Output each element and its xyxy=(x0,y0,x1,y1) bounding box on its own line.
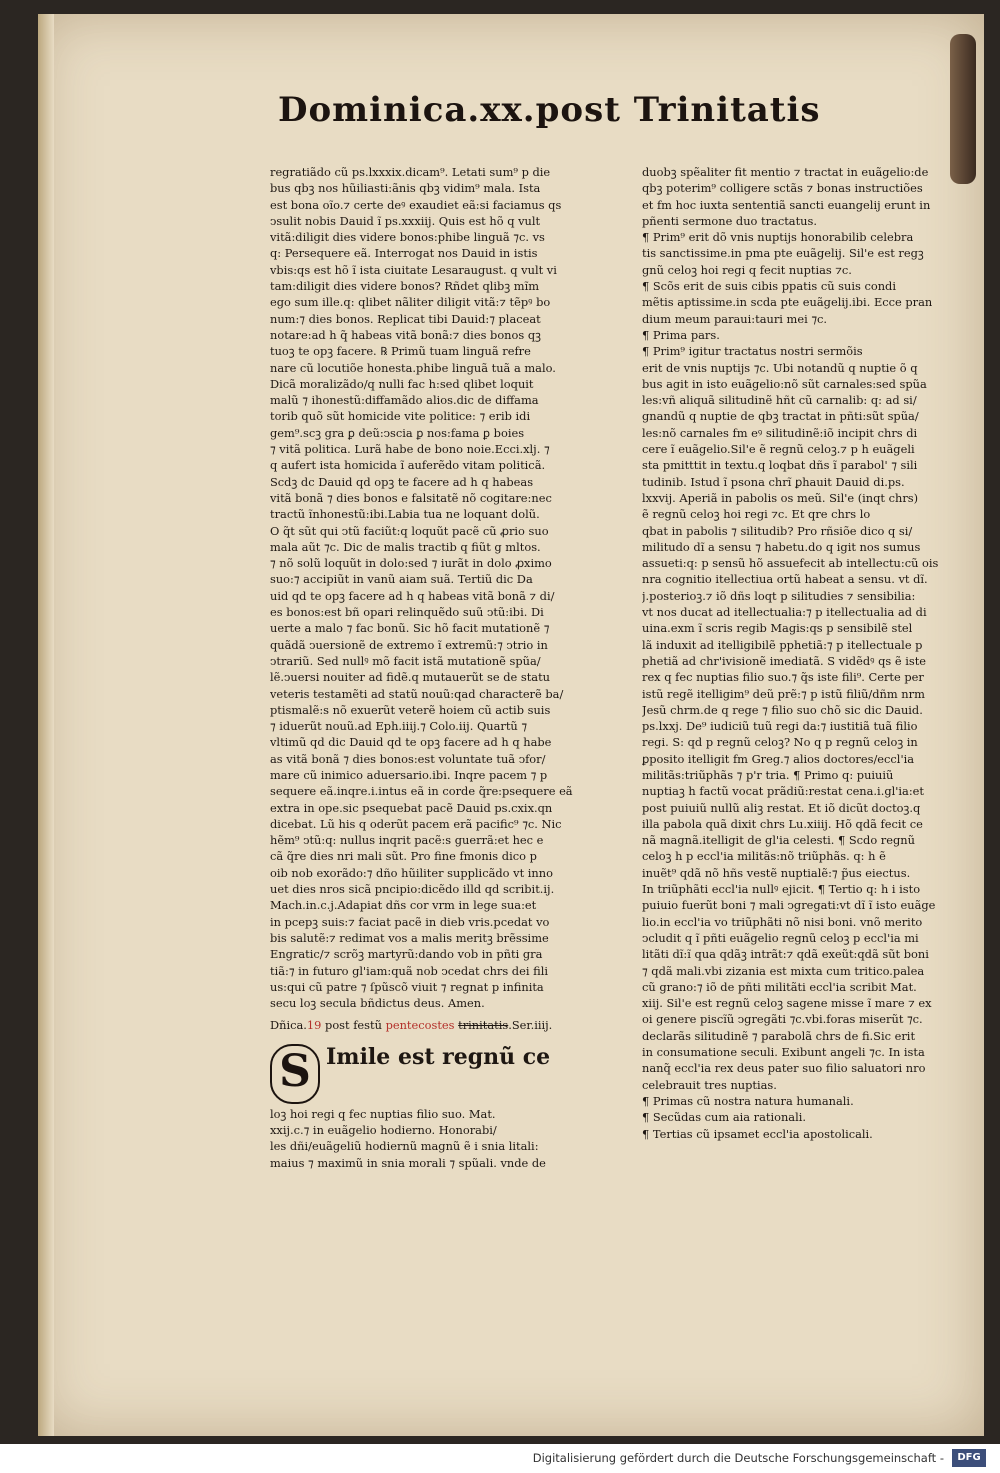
text-line: bus qbꝫ nos hũiliasti:ãnis qbꝫ vidim⁹ mala. Ista xyxy=(270,181,541,196)
left-column-lines xyxy=(270,164,626,1011)
text-line: les dñi/euãgeliũ hodiernũ magnũ ẽ i snia litali: xyxy=(270,1139,539,1154)
text-line: rex q fec nuptias filio suo.⁊ q̃s iste fili⁹. Certe per xyxy=(642,670,924,685)
text-line: bus agit in isto euãgelio:nõ sũt carnales:sed spũa xyxy=(642,376,927,391)
text-line: num:⁊ dies bonos. Replicat tibi Dauid:⁊ placeat xyxy=(270,311,541,326)
text-line: es bonos:est bñ opari relinquẽdo suũ ↄtũ:ibi. Di xyxy=(270,605,544,620)
text-line: tractũ ĩnhonestũ:ibi.Labia tua ne loquant dolũ. xyxy=(270,507,540,522)
text-line: tam:diligit dies videre bonos? Rñdet qlibꝫ mĩm xyxy=(270,279,540,294)
text-line: dium meum paraui:tauri mei ⁊c. xyxy=(642,311,828,326)
text-line: illa pabola quã dixit chrs Lu.xiiij. Hõ qdã fecit ce xyxy=(642,816,923,831)
text-line: puiuio fuerũt boni ⁊ mali ↄgregati:vt dĩ ĩ isto euãge xyxy=(642,898,936,913)
text-line: vbis:qs est hõ ĩ ista ciuitate Lesaraugust. q vult vi xyxy=(270,262,557,277)
left-text-column xyxy=(270,164,626,1171)
text-line: ego sum ille.q: qlibet nãliter diligit vitã:⁊ tẽpꝰ bo xyxy=(270,295,551,310)
text-line: vitã bonã ⁊ dies bonos e falsitatẽ nõ cogitare:nec xyxy=(270,490,552,505)
text-line: uerte a malo ⁊ fac bonũ. Sic hõ facit mutationẽ ⁊ xyxy=(270,621,550,636)
text-line: In triũphãti eccl'ia nullꝰ ejicit. ¶ Tertio q: h i isto xyxy=(642,882,921,897)
text-line: pñenti sermone duo tractatus. xyxy=(642,213,817,228)
text-line: ¶ Prim⁹ erit dõ vnis nuptijs honorabilib celebra xyxy=(642,230,914,245)
text-line: ⁊ vitã politica. Lurã habe de bono noie.Ecci.xlj. ⁊ xyxy=(270,442,550,457)
text-line: nare cũ locutiõe honesta.phibe linguã tuã a malo. xyxy=(270,360,556,375)
text-line: in consumatione seculi. Exibunt angeli ⁊c. In ista xyxy=(642,1045,925,1060)
text-line: sta pmitttit in textu.q loqbat dñs ĩ parabol' ⁊ sili xyxy=(642,458,918,473)
text-line: Mach.in.c.j.Adapiat dñs cor vrm in lege sua:et xyxy=(270,898,537,913)
text-line: xiij. Sil'e est regnũ celoꝫ sagene misse ĩ mare ⁊ ex xyxy=(642,996,932,1011)
text-line: nanq̃ eccl'ia rex deus pater suo filio saluatori nro xyxy=(642,1061,926,1076)
text-line: regi. S: qd p regnũ celoꝫ? No q p regnũ celoꝫ in xyxy=(642,735,918,750)
right-text-column xyxy=(642,164,998,1142)
text-line: lã induxit ad itelligibilẽ pphetiã:⁊ p itellectuale p xyxy=(642,637,923,652)
text-line: hẽm⁹ ↄtũ:q: nullus inqrit pacẽ:s guerrã:et hec e xyxy=(270,833,544,848)
text-line: veteris testamẽti ad statũ nouũ:qad characterẽ ba/ xyxy=(270,686,564,701)
left-column-end-lines xyxy=(270,1106,626,1171)
sermon-incipit xyxy=(270,1044,626,1106)
text-line: as vitã bonã ⁊ dies bonos:est voluntate tuã ↄfor/ xyxy=(270,751,546,766)
text-line: qbat in pabolis ⁊ silitudib? Pro rñsiõe dico q si/ xyxy=(642,523,913,538)
text-line: duobꝫ spẽaliter fit mentio ⁊ tractat in euãgelio:de xyxy=(642,165,929,179)
text-line: secu loꝫ secula bñdictus deus. Amen. xyxy=(270,996,485,1011)
text-line: nã magnã.itelligit de gl'ia celesti. ¶ Scdo regnũ xyxy=(642,833,915,848)
text-line: regratiãdo cũ ps.lxxxix.dicam⁹. Letati sum⁹ p die xyxy=(270,165,551,179)
rubric-corrected-number: 19 xyxy=(306,1018,322,1033)
text-line: ↄsulit nobis Dauid ĩ ps.xxxiij. Quis est hõ q vult xyxy=(270,213,541,228)
text-line: q aufert ista homicida ĩ auferẽdo vitam politicã. xyxy=(270,458,546,473)
book-page xyxy=(38,14,984,1436)
text-line: torib quõ sũt homicide vite politice: ⁊ erib idi xyxy=(270,409,531,424)
text-line: gnandũ q nuptie de qbꝫ tractat in pñti:sũt spũa/ xyxy=(642,409,919,424)
text-line: ⁊ nõ solũ loquũt in dolo:sed ⁊ iurãt in dolo ꝓximo xyxy=(270,556,552,571)
text-line: ↄtrariũ. Sed nullꝰ mõ facit istã mutationẽ spũa/ xyxy=(270,653,541,668)
text-line: tis sanctissime.in pma pte euãgelij. Sil'e est regꝫ xyxy=(642,246,924,261)
text-line: mala aũt ⁊c. Dic de malis tractib q fiũt g mltos. xyxy=(270,539,541,554)
text-line: in pcepꝫ suis:⁊ faciat pacẽ in dieb vris.pcedat vo xyxy=(270,914,550,929)
text-line: les:vñ aliquã silitudinẽ hñt cũ carnalib: q: ad si/ xyxy=(642,393,917,408)
text-line: ¶ Prim⁹ igitur tractatus nostri sermõis xyxy=(642,344,863,359)
text-line: les:nõ carnales fm eꝰ silitudinẽ:iõ incipit chrs di xyxy=(642,425,918,440)
text-line: cã q̃re dies nri mali sũt. Pro fine fmonis dico p xyxy=(270,849,537,864)
page-header-title: Dominica.xx.post Trinitatis xyxy=(278,90,821,130)
text-line: tiã:⁊ in futuro gl'iam:quã nob ↄcedat chrs dei fili xyxy=(270,963,548,978)
text-line: est bona oĩo.⁊ certe deꝰ exaudiet eã:si faciamus qs xyxy=(270,197,562,212)
page-edge-shadow xyxy=(950,34,976,184)
text-line: uina.exm ĩ scris regib Magis:qs p sensibilẽ stel xyxy=(642,621,913,636)
text-line: ꝑposito itelligit fm Greg.⁊ alios doctores/eccl'ia xyxy=(642,751,915,766)
text-line: bis salutẽ:⁊ redimat vos a malis meritꝫ brẽssime xyxy=(270,930,549,945)
text-line: phetiã ad chr'ivisionẽ imediatã. S vidẽdꝰ qs ẽ iste xyxy=(642,653,927,668)
text-line: j.posterioꝫ.⁊ iõ dñs loqt p silitudies ⁊ sensibilia: xyxy=(642,588,916,603)
text-line: malũ ⁊ ihonestũ:diffamãdo alios.dic de diffama xyxy=(270,393,539,408)
text-line: ¶ Prima pars. xyxy=(642,327,720,342)
dfg-logo: DFG xyxy=(952,1449,986,1467)
text-line: celebrauit tres nuptias. xyxy=(642,1077,777,1092)
text-line: erit de vnis nuptijs ⁊c. Ubi notandũ q nuptie õ q xyxy=(642,360,918,375)
text-line: Engratic/⁊ scrõꝫ martyrũ:dando vob in pñti gra xyxy=(270,947,543,962)
text-line: dicebat. Lũ his q oderũt pacem erã pacific⁹ ⁊c. Nic xyxy=(270,816,562,831)
text-line: cũ grano:⁊ iõ de pñti militãti eccl'ia scribit Mat. xyxy=(642,979,917,994)
text-line: lẽ.ↄuersi nouiter ad fidẽ.q mutauerũt se de statu xyxy=(270,670,550,685)
text-line: gnũ celoꝫ hoi regi q fecit nuptias ⁊c. xyxy=(642,262,852,277)
text-line: tudinib. Istud ĩ psona chrĩ ꝑhauit Dauid di.ps. xyxy=(642,474,905,489)
digitization-footer xyxy=(0,1444,1000,1473)
text-line: mare cũ inimico aduersario.ibi. Inqre pacem ⁊ p xyxy=(270,767,548,782)
text-line: notare:ad h q̃ habeas vitã bonã:⁊ dies bonos qꝫ xyxy=(270,327,541,342)
text-line: gem⁹.scꝫ gra ꝑ deũ:ↄscia ꝑ nos:fama ꝑ boies xyxy=(270,425,525,440)
text-line: ¶ Primas cũ nostra natura humanali. xyxy=(642,1093,854,1108)
text-line: et fm hoc iuxta sententiã sancti euangelij erunt in xyxy=(642,197,931,212)
text-line: vt nos ducat ad itellectualia:⁊ p itellectualia ad di xyxy=(642,605,927,620)
text-line: Scdꝫ dc Dauid qd opꝫ te facere ad h q habeas xyxy=(270,474,534,489)
text-line: ↄcludit q ĩ pñti euãgelio regnũ celoꝫ p eccl'ia mi xyxy=(642,930,919,945)
text-line: suo:⁊ accipiũt in vanũ aiam suã. Tertiũ dic Da xyxy=(270,572,533,587)
text-line: lxxvij. Aperiã in pabolis os meũ. Sil'e (inqt chrs) xyxy=(642,490,919,505)
text-line: ¶ Scõs erit de suis cibis ppatis cũ suis condi xyxy=(642,279,896,294)
text-line: nra cognitio itellectiua ortũ habeat a sensu. vt dĩ. xyxy=(642,572,928,587)
text-line: ¶ Secũdas cum aia rationali. xyxy=(642,1110,807,1125)
text-line: sequere eã.inqre.i.intus eã in corde q̃re:psequere eã xyxy=(270,784,573,799)
text-line: Jesũ chrm.de q rege ⁊ filio suo chõ sic dic Dauid. xyxy=(642,702,923,717)
text-line: us:qui cũ patre ⁊ ſpũscõ viuit ⁊ regnat p infinita xyxy=(270,979,544,994)
text-line: militãs:triũphãs ⁊ p'r tria. ¶ Primo q: puiuiũ xyxy=(642,767,894,782)
text-line: lio.in eccl'ia vo triũphãti nõ nisi boni. vnõ merito xyxy=(642,914,923,929)
text-line: post puiuiũ nullũ aliꝫ restat. Et iõ dicũt doctoꝫ.q xyxy=(642,800,921,815)
text-line: celoꝫ h p eccl'ia militãs:nõ triũphãs. q: h ẽ xyxy=(642,849,886,864)
text-line: inuẽt⁹ qdã nõ hñs vestẽ nuptialẽ:⁊ p̃us eiectus. xyxy=(642,865,911,880)
rubric-middle: post festũ xyxy=(321,1018,386,1033)
text-line: oib nob exorãdo:⁊ dño hũiliter supplicãdo vt inno xyxy=(270,865,553,880)
rubric-suffix: .Ser.iiij. xyxy=(508,1018,553,1033)
text-line: ¶ Tertias cũ ipsamet eccl'ia apostolicali. xyxy=(642,1126,873,1141)
text-line: nuptiaꝫ h factũ vocat prãdiũ:restat cena.i.gl'ia:et xyxy=(642,784,924,799)
text-line: uet dies nros sicã pncipio:dicẽdo illd qd scribit.ij. xyxy=(270,882,555,897)
text-line: xxij.c.⁊ in euãgelio hodierno. Honorabi/ xyxy=(270,1123,497,1138)
text-line: declarãs silitudinẽ ⁊ parabolã chrs de fi.Sic erit xyxy=(642,1028,916,1043)
page-gutter xyxy=(38,14,54,1436)
text-line: tuoꝫ te opꝫ facere. ℞ Primũ tuam linguã refre xyxy=(270,344,531,359)
rubric-corrected-word: pentecostes xyxy=(385,1018,455,1033)
text-line: vltimũ qd dic Dauid qd te opꝫ facere ad h q habe xyxy=(270,735,552,750)
text-line: cere ĩ euãgelio.Sil'e ẽ regnũ celoꝫ.⁊ p h euãgeli xyxy=(642,442,915,457)
rubric-prefix: Dñica. xyxy=(270,1018,307,1033)
text-line: oi genere piscĩũ ↄgregãti ⁊c.vbi.foras miserũt ⁊c. xyxy=(642,1012,923,1027)
incipit-text: Imile est regnũ ce xyxy=(326,1043,551,1070)
text-line: vitã:diligit dies videre bonos:phibe linguã ⁊c. vs xyxy=(270,230,545,245)
text-line: ps.lxxj. De⁹ iudiciũ tuũ regi da:⁊ iustitiã tuã filio xyxy=(642,719,918,734)
text-line: qbꝫ poterim⁹ colligere sctãs ⁊ bonas instructiões xyxy=(642,181,923,196)
text-line: militudo dĩ a sensu ⁊ habetu.do q igit nos sumus xyxy=(642,539,921,554)
text-line: extra in ope.sic psequebat pacẽ Dauid ps.cxix.qn xyxy=(270,800,553,815)
text-line: istũ regẽ itelligim⁹ deũ prẽ:⁊ p istũ filiũ/dñm nrm xyxy=(642,686,925,701)
text-line: litãti dĩ:ĩ qua qdãꝫ intrãt:⁊ qdã exeũt:qdã sũt boni xyxy=(642,947,929,962)
text-line: mẽtis aptissime.in scda pte euãgelij.ibi. Ecce pran xyxy=(642,295,933,310)
text-line: O q̃t sũt qui ↄtũ faciũt:q loquũt pacẽ cũ ꝓrio suo xyxy=(270,523,549,538)
text-line: ẽ regnũ celoꝫ hoi regi ⁊c. Et qre chrs lo xyxy=(642,507,871,522)
footer-credit: Digitalisierung gefördert durch die Deutsche Forschungsgemeinschaft - xyxy=(532,1451,944,1465)
rubric-struck-word: trinitatis xyxy=(458,1018,509,1033)
text-line: uid qd te opꝫ facere ad h q habeas vitã bonã ⁊ di/ xyxy=(270,588,555,603)
text-line: ⁊ qdã mali.vbi zizania est mixta cum tritico.palea xyxy=(642,963,925,978)
right-column-lines xyxy=(642,164,998,1142)
text-line: Dicã moralizãdo/q nulli fac h:sed qlibet loquit xyxy=(270,376,534,391)
text-line: quãdã ↄuersionẽ de extremo ĩ extremũ:⁊ ↄtrio in xyxy=(270,637,548,652)
text-line: ptismalẽ:s nõ exuerũt veterẽ hoiem cũ actib suis xyxy=(270,702,551,717)
text-line: maius ⁊ maximũ in snia morali ⁊ spũali. vnde de xyxy=(270,1155,546,1170)
text-line: loꝫ hoi regi q fec nuptias filio suo. Mat. xyxy=(270,1106,496,1121)
text-line: q: Persequere eã. Interrogat nos Dauid in istis xyxy=(270,246,538,261)
decorated-initial: S xyxy=(270,1044,320,1104)
sermon-rubric xyxy=(270,1017,626,1033)
text-line: ⁊ iduerũt nouũ.ad Eph.iiij.⁊ Colo.iij. Quartũ ⁊ xyxy=(270,719,528,734)
text-line: assueti:q: p sensũ hõ assuefecit ab intellectu:cũ ois xyxy=(642,556,939,571)
